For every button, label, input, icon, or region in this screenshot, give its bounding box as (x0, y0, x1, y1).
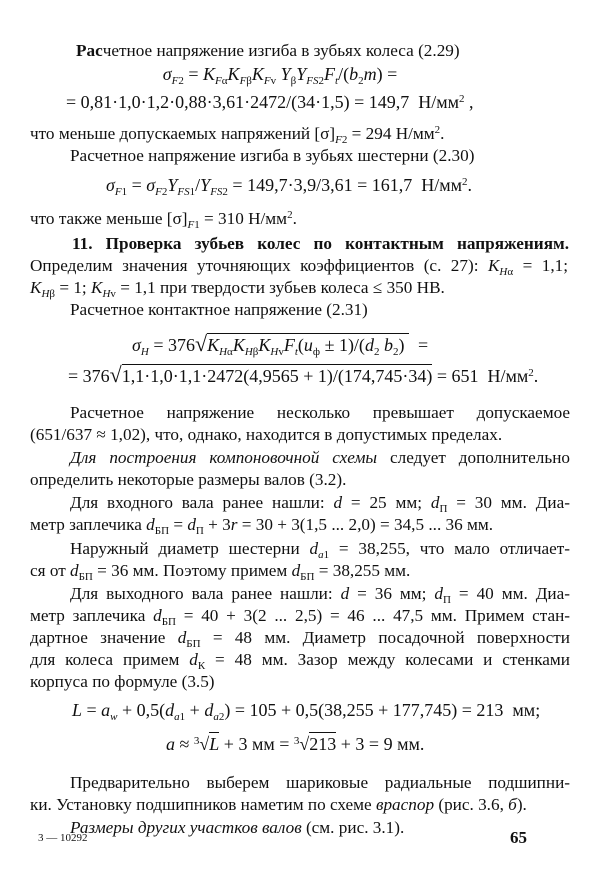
paragraph-output-shaft-line5: корпуса по формуле (3.5) (30, 672, 215, 691)
paragraph-layout-line1: Для построения компоновочной схемы следует дополнительно (70, 448, 570, 467)
paragraph-bending-stress-pinion: Расчетное напряжение изгиба в зубьях шестерни (2.30) (70, 146, 475, 165)
page-number: 65 (510, 828, 527, 847)
paragraph-output-shaft-line4: для колеса примем $d_К = 48$ мм. Зазор между колесами и стенками (30, 650, 571, 672)
paragraph-bending-stress-wheel: Расчетное напряжение изгиба в зубьях колеса (2.29) (76, 41, 460, 60)
paragraph-other-sections: Размеры других участков валов (см. рис. 3.1). (70, 818, 405, 837)
formula-l-gap: $L = a_w + 0,5(d_{a1} + d_{a2}) = 105 + 0,5(38,255 + 177,745) = 213$ мм; (72, 700, 541, 723)
formula-sigma-h-values: = 376√1,1·1,0·1,1·2472(4,9565 + 1)/(174,745·34) = 651 $Н/мм^2$. (68, 362, 539, 387)
footer-signature: 3 — 10292 (38, 832, 88, 844)
paragraph-exceeds-line2: (651/637 ≈ 1,02), что, однако, находится в допустимых пределах. (30, 425, 503, 444)
paragraph-bearings-line2: ки. Установку подшипников наметим по схеме враспор (рис. 3.6, б). (30, 795, 527, 814)
paragraph-coefficients-line2: $K_{H\beta} = 1$; $K_{Hv} = 1,1$ при твердости зубьев колеса ≤ 350 НВ. (30, 278, 445, 300)
paragraph-exceeds-line1: Расчетное напряжение несколько превышает допускаемое (70, 403, 570, 422)
formula-sigma-f1: $\sigma_{F1} = \sigma_{F2}Y_{FS1}/Y_{FS2} = 149,7\cdot 3,9/3,61 = 161,7$ $Н/мм^2$. (106, 175, 473, 198)
formula-sigma-f2: $\sigma_{F2} = K_{F\alpha}K_{F\beta}K_{Fv}$ $Y_\beta Y_{FS2}F_t/(b_2m)$ = (162, 64, 398, 87)
paragraph-contact-stress: Расчетное контактное напряжение (2.31) (70, 300, 368, 319)
paragraph-coefficients-line1: Определим значения уточняющих коэффициентов (с. 27): $K_{H\alpha} = 1,1$; (30, 256, 568, 278)
paragraph-input-shaft-line2: метр заплечика $d_{БП} = d_П + 3r = 30 + 3(1,5$ ... 2,0) = 34,5 ... 36 мм. (30, 515, 494, 537)
paragraph-layout-line2: определить некоторые размеры валов (3.2). (30, 470, 347, 489)
paragraph-less-than-allowed-f2: что меньше допускаемых напряжений $[\sigma]_{F2} = 294$ $Н/мм^2$. (30, 124, 445, 146)
paragraph-less-than-allowed-f1: что также меньше $[\sigma]_{F1} = 310$ $Н/мм^2$. (30, 209, 297, 231)
formula-sigma-h: $\sigma_H = 376√K_{H\alpha}K_{H\beta}K_{Hv}F_t(u_ф \pm 1)/(d_2$ $b_2$) = (132, 331, 429, 358)
formula-a-gap: a ≈ $^3$√L + 3 мм = $^3$√213 + 3 = 9 мм. (166, 734, 425, 754)
paragraph-output-shaft-line1: Для выходного вала ранее нашли: d = 36 мм; $d_П = 40$ мм. Диа- (70, 584, 570, 606)
paragraph-pinion-diameter-line1: Наружный диаметр шестерни $d_{a1} = 38,255$, что мало отличает- (70, 539, 570, 561)
section-heading-11: 11. Проверка зубьев колес по контактным напряжениям. (72, 234, 569, 253)
paragraph-input-shaft-line1: Для входного вала ранее нашли: d = 25 мм; $d_П = 30$ мм. Диа- (70, 493, 570, 515)
paragraph-output-shaft-line3: дартное значение $d_{БП} = 48$ мм. Диаметр посадочной поверхности (30, 628, 571, 650)
paragraph-output-shaft-line2: метр заплечика $d_{БП} = 40 + 3(2$ ... 2,5) = 46 ... 47,5 мм. Примем стан- (30, 606, 570, 628)
paragraph-bearings-line1: Предварительно выберем шариковые радиальные подшипни- (70, 773, 570, 792)
formula-sigma-f2-values: = 0,81·1,0·1,2·0,88·3,61·2472/(34·1,5) = 149,7 $Н/мм^2$ , (66, 92, 474, 112)
paragraph-pinion-diameter-line2: ся от $d_{БП} = 36$ мм. Поэтому примем $d_{БП} = 38,255$ мм. (30, 561, 411, 583)
